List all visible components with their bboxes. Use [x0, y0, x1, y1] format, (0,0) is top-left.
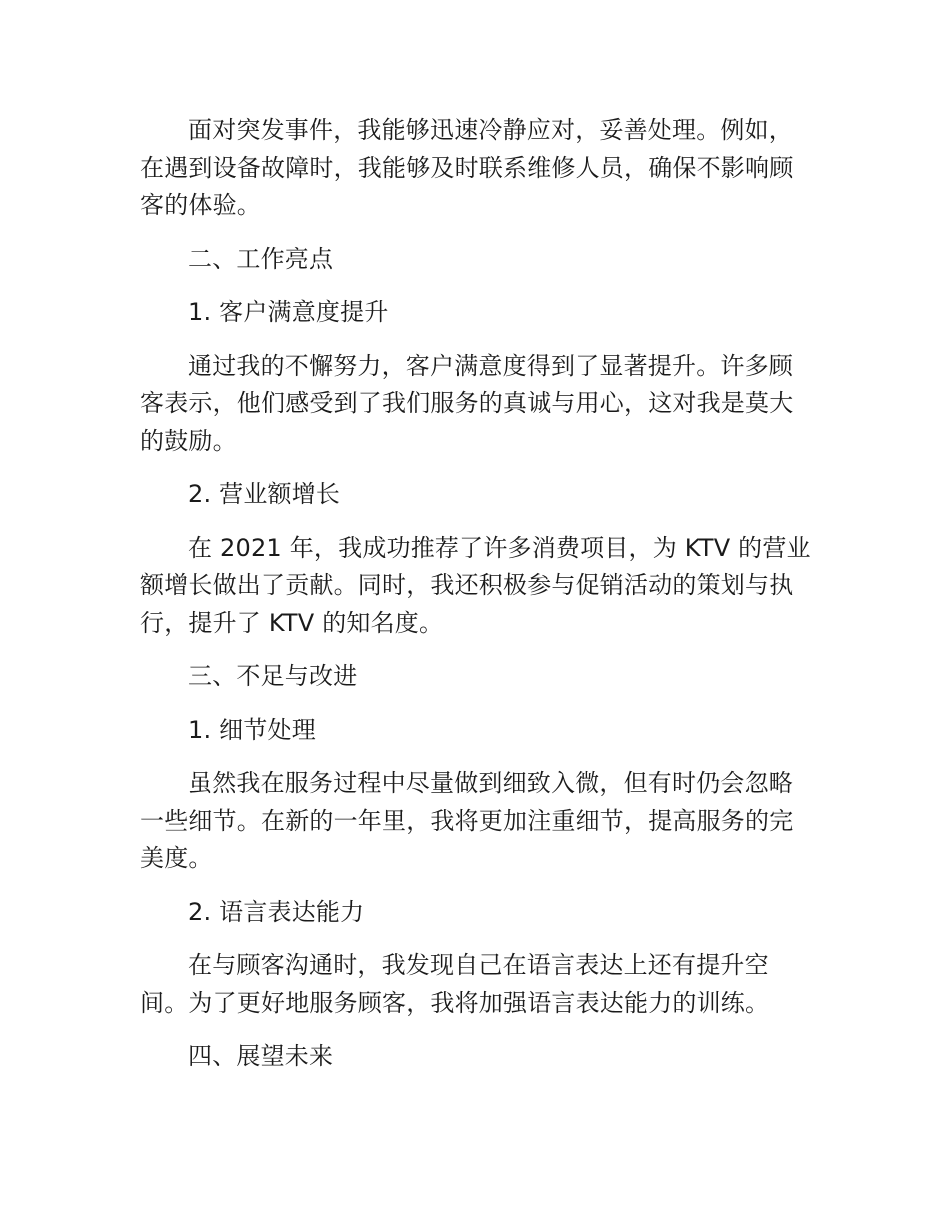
- section-heading-highlights: 二、工作亮点: [188, 244, 334, 273]
- document-body: [140, 112, 812, 1076]
- paragraph-satisfaction: 通过我的不懈努力，客户满意度得到了显著提升。许多顾客表示，他们感受到了我们服务的真诚与用心，这对我是莫大的鼓励。: [140, 351, 794, 455]
- paragraph-language: 在与顾客沟通时，我发现自己在语言表达上还有提升空间。为了更好地服务顾客，我将加强语言表达能力的训练。: [140, 951, 770, 1017]
- section-heading-outlook: 四、展望未来: [188, 1042, 334, 1070]
- subheading-revenue: 2. 营业额增长: [188, 480, 341, 508]
- section-heading-improvements: 三、不足与改进: [188, 662, 358, 690]
- subheading-details: 1. 细节处理: [188, 715, 316, 744]
- paragraph-emergency-handling: 面对突发事件，我能够迅速冷静应对，妥善处理。例如，在遇到设备故障时，我能够及时联系维修人员，确保不影响顾客的体验。: [140, 116, 794, 219]
- subheading-language: 2. 语言表达能力: [188, 897, 365, 926]
- paragraph-details: 虽然我在服务过程中尽量做到细致入微，但有时仍会忽略一些细节。在新的一年里，我将更加注重细节，提高服务的完美度。: [140, 769, 794, 872]
- paragraph-revenue: 在 2021 年，我成功推荐了许多消费项目，为 KTV 的营业额增长做出了贡献。同时，我还积极参与促销活动的策划与执行，提升了 KTV 的知名度。: [140, 533, 811, 637]
- subheading-satisfaction: 1. 客户满意度提升: [188, 298, 389, 326]
